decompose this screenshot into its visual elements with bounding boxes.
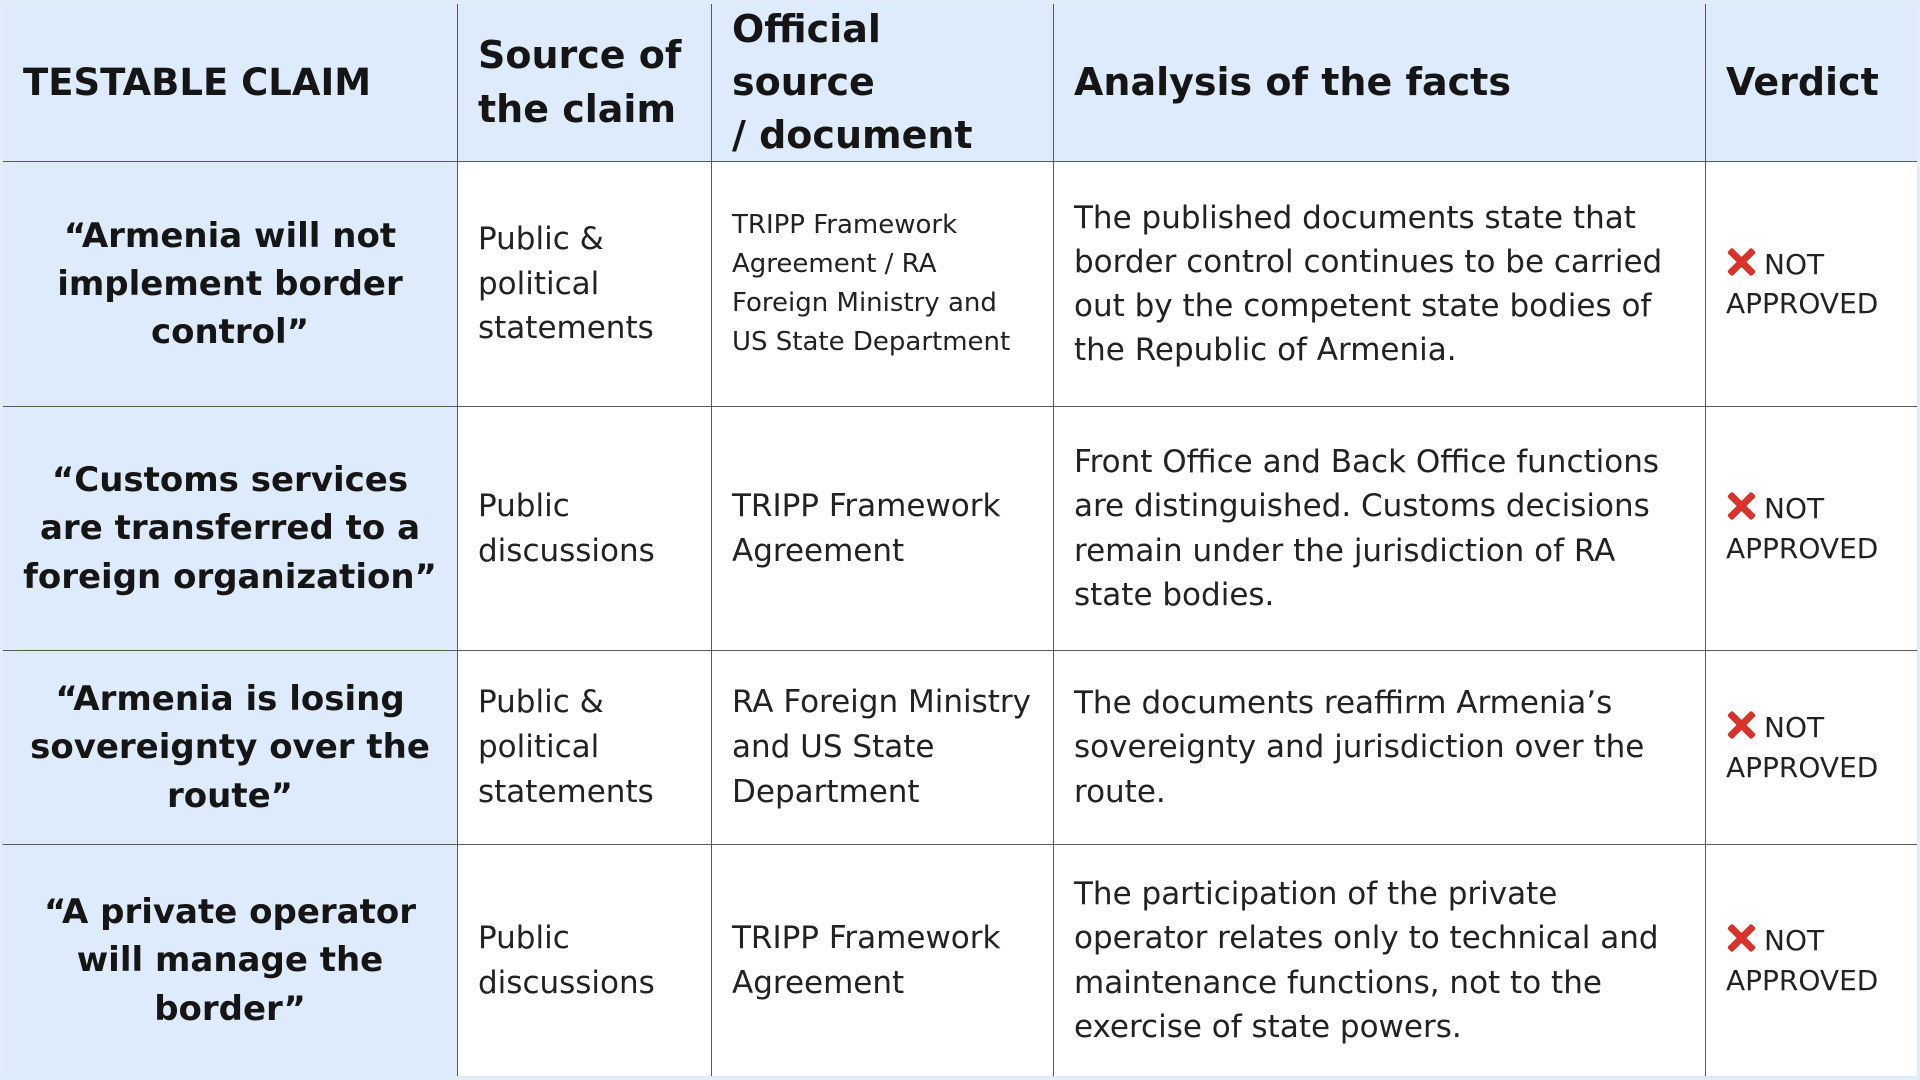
table-row-document bbox=[712, 407, 1054, 651]
table-row-analysis bbox=[1054, 162, 1706, 407]
document-text: TRIPP Framework Agreement bbox=[732, 487, 1001, 569]
verdict-badge bbox=[1726, 921, 1897, 999]
red-x-icon bbox=[1726, 247, 1756, 277]
table-row-claim bbox=[3, 162, 458, 407]
header-verdict bbox=[1706, 4, 1917, 162]
header-source-label bbox=[478, 29, 681, 135]
table-row-document bbox=[712, 162, 1054, 407]
analysis-text: The participation of the private operator relates only to technical and maintenance functions, not to the exercise of state powers. bbox=[1074, 876, 1659, 1045]
header-document-line2: / document bbox=[732, 113, 973, 158]
table-row-verdict bbox=[1706, 407, 1917, 651]
verdict-text: NOT APPROVED bbox=[1726, 924, 1879, 997]
header-document-label bbox=[732, 4, 1033, 162]
source-text: Public discussions bbox=[478, 487, 655, 569]
table-row-source bbox=[458, 651, 712, 845]
analysis-text: The published documents state that border control continues to be carried out by the competent state bodies of the Republic of Armenia. bbox=[1074, 199, 1663, 369]
table-row-document bbox=[712, 845, 1054, 1076]
analysis-text: Front Office and Back Office functions are distinguished. Customs decisions remain under the jurisdiction of RA state bodies. bbox=[1074, 444, 1660, 613]
table-row-analysis bbox=[1054, 407, 1706, 651]
red-x-icon bbox=[1726, 710, 1756, 740]
claim-text: “A private operator will manage the border” bbox=[44, 892, 416, 1029]
claim-text: “Armenia is losing sovereignty over the route” bbox=[30, 679, 430, 816]
analysis-text: The documents reaffirm Armenia’s sovereignty and jurisdiction over the route. bbox=[1074, 685, 1645, 810]
red-x-icon bbox=[1726, 923, 1756, 953]
claim-text: “Customs services are transferred to a foreign organization” bbox=[23, 460, 437, 597]
header-document bbox=[712, 4, 1054, 162]
claim-text: “Armenia will not implement border control” bbox=[57, 215, 403, 353]
document-text: RA Foreign Ministry and US State Department bbox=[732, 684, 1031, 810]
table-row-document bbox=[712, 651, 1054, 845]
document-text: TRIPP Framework Agreement bbox=[732, 919, 1001, 1001]
document-text: TRIPP Framework Agreement / RA Foreign Ministry and US State Department bbox=[732, 210, 1011, 357]
header-analysis bbox=[1054, 4, 1706, 162]
verdict-text: NOT APPROVED bbox=[1726, 492, 1879, 565]
header-verdict-label: Verdict bbox=[1726, 59, 1879, 104]
header-source-line2: the claim bbox=[478, 86, 677, 131]
header-claim bbox=[3, 4, 458, 162]
table-row-verdict bbox=[1706, 162, 1917, 407]
source-text: Public discussions bbox=[478, 919, 655, 1001]
table-row-source bbox=[458, 407, 712, 651]
fact-check-table bbox=[3, 4, 1917, 1076]
header-claim-label: TESTABLE CLAIM bbox=[23, 60, 372, 104]
source-text: Public & political statements bbox=[478, 684, 654, 810]
header-source-line1: Source of bbox=[478, 33, 682, 78]
table-row-verdict bbox=[1706, 651, 1917, 845]
table-row-source bbox=[458, 845, 712, 1076]
verdict-badge bbox=[1726, 708, 1897, 786]
verdict-text: NOT APPROVED bbox=[1726, 247, 1879, 320]
header-analysis-label: Analysis of the facts bbox=[1074, 59, 1511, 104]
verdict-badge bbox=[1726, 489, 1897, 567]
table-row-source bbox=[458, 162, 712, 407]
table-row-verdict bbox=[1706, 845, 1917, 1076]
red-x-icon bbox=[1726, 491, 1756, 521]
verdict-text: NOT APPROVED bbox=[1726, 711, 1879, 784]
table-row-analysis bbox=[1054, 651, 1706, 845]
table-row-claim bbox=[3, 845, 458, 1076]
header-source bbox=[458, 4, 712, 162]
verdict-badge bbox=[1726, 245, 1897, 323]
table-row-claim bbox=[3, 651, 458, 845]
table-row-claim bbox=[3, 407, 458, 651]
header-document-line1: Official source bbox=[732, 6, 881, 104]
source-text: Public & political statements bbox=[478, 220, 654, 347]
table-row-analysis bbox=[1054, 845, 1706, 1076]
